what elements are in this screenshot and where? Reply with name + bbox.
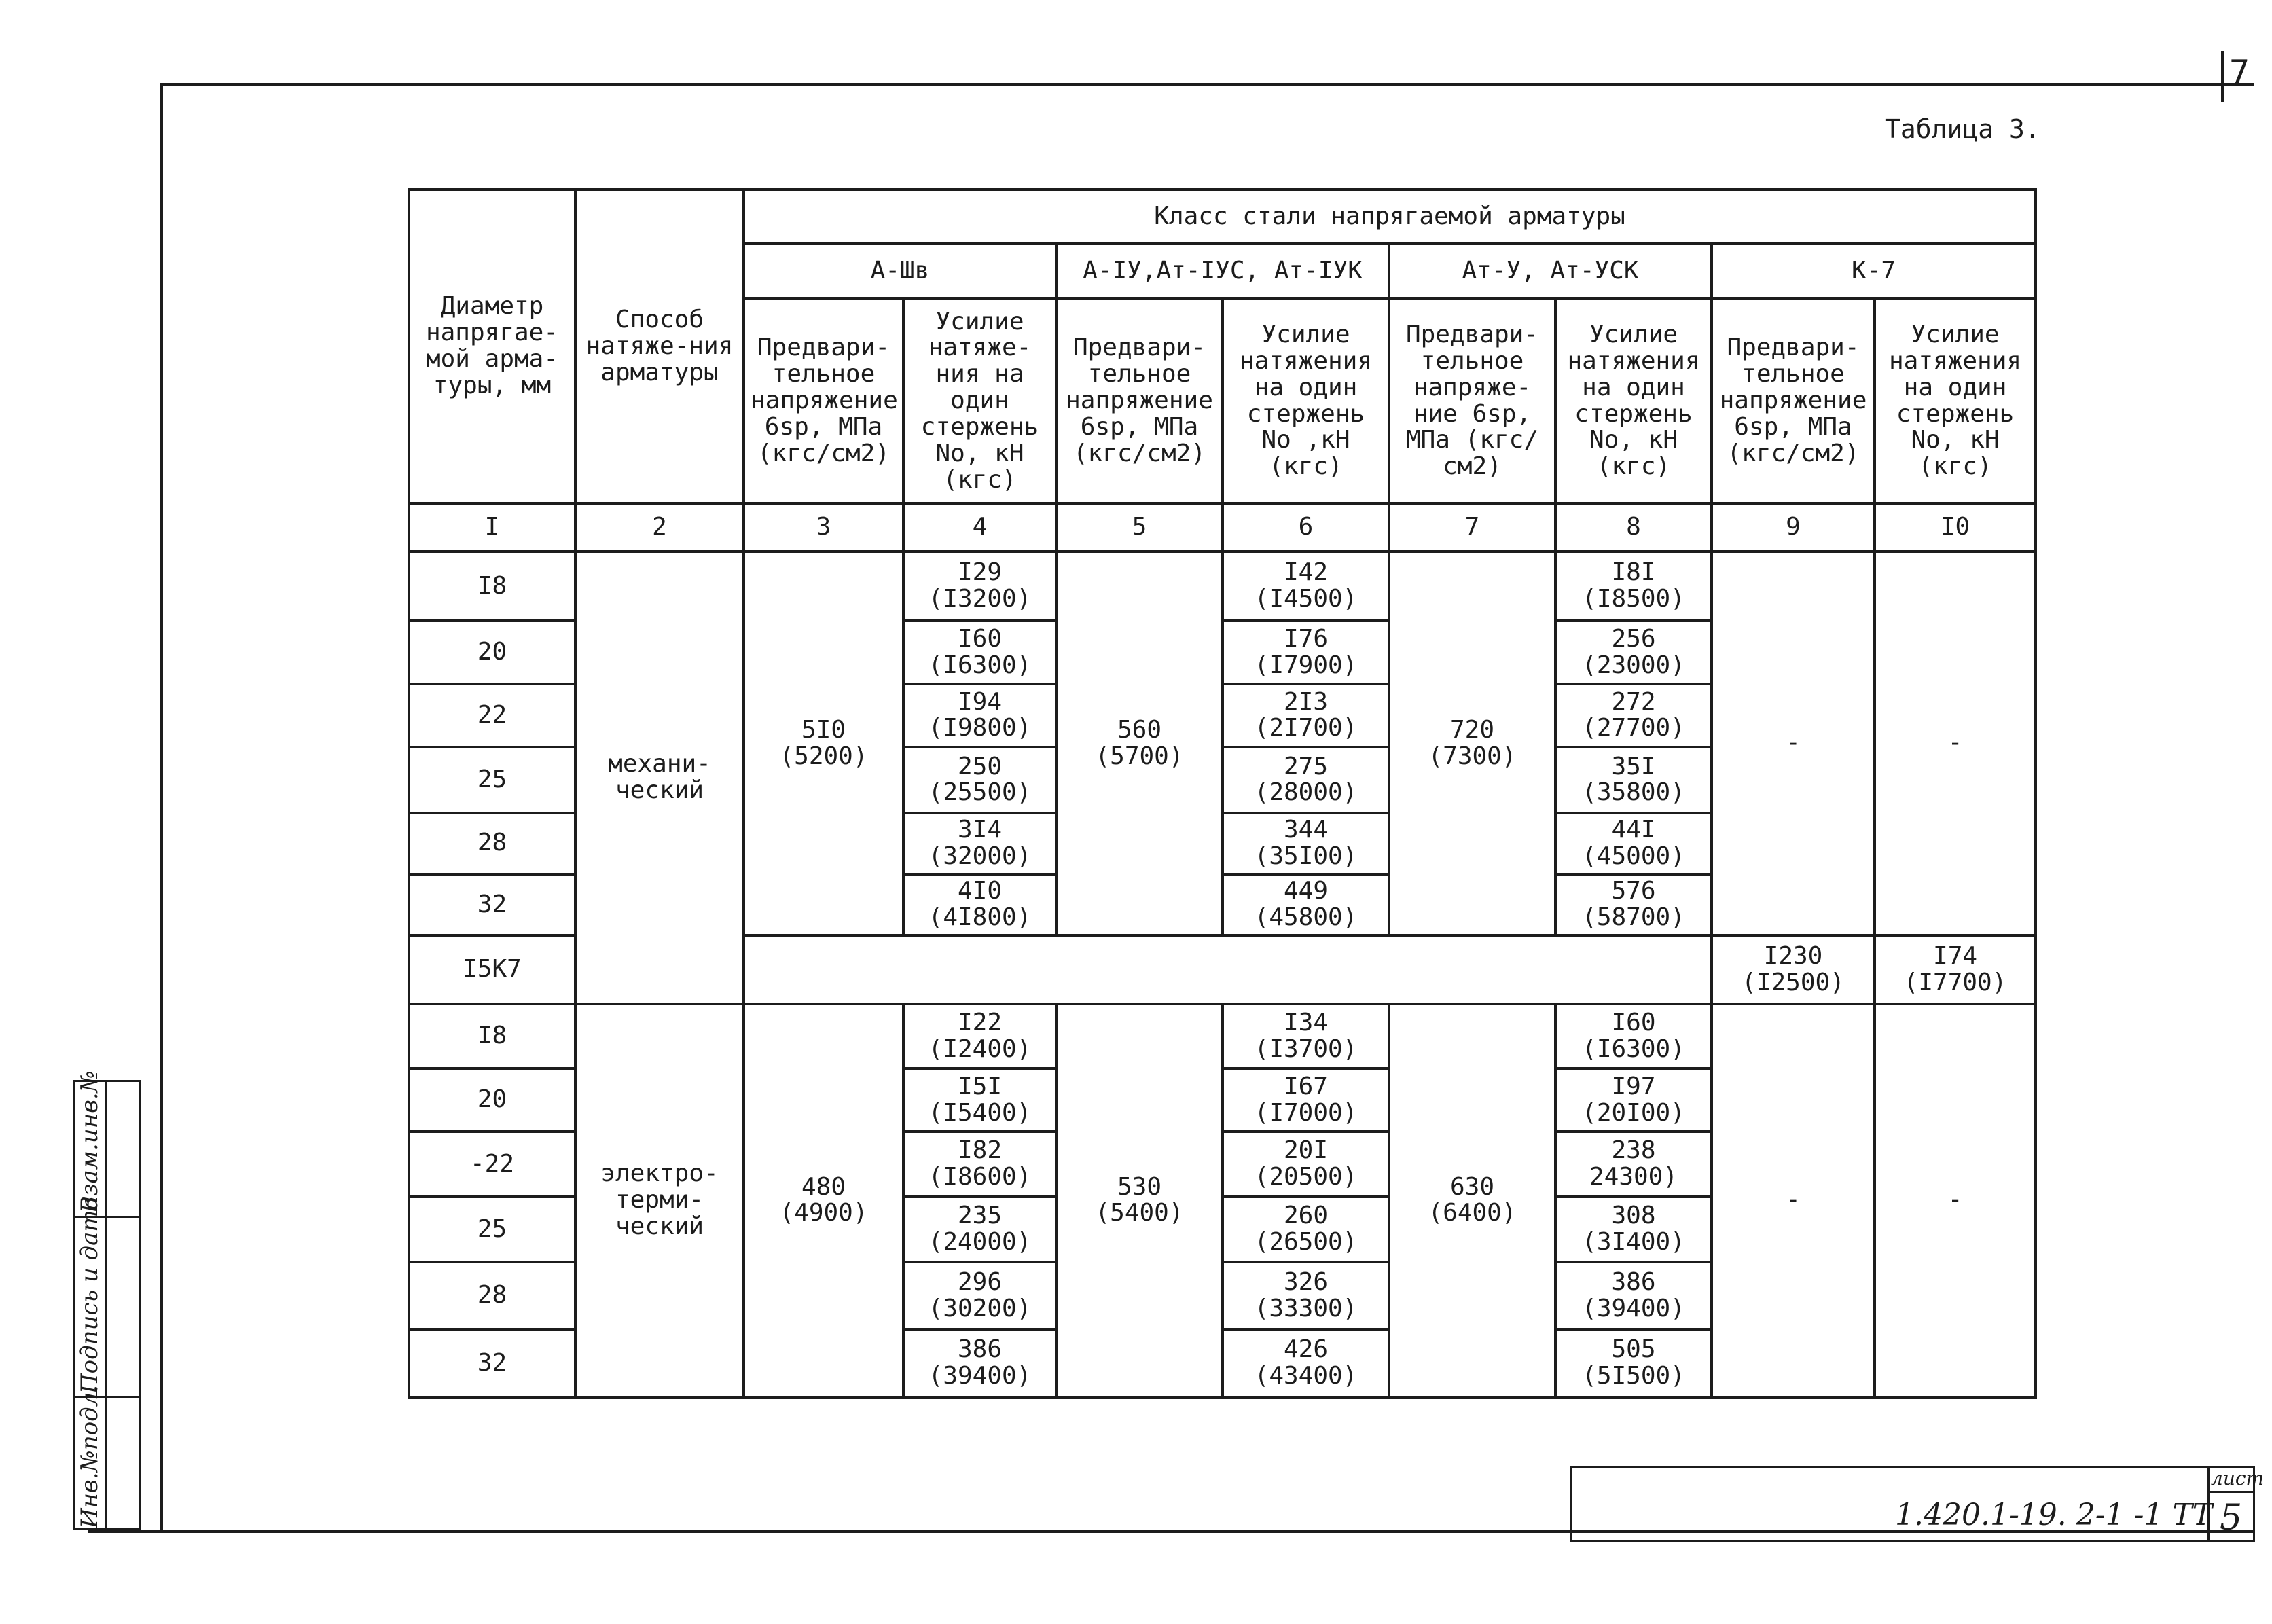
header-class-a3v: А-Шв xyxy=(744,244,1056,298)
force-at5-cell: I8I (I8500) xyxy=(1555,552,1712,621)
force-a3v-cell: 386 (39400) xyxy=(903,1329,1056,1397)
header-class-at5: Ат-У, Ат-УСК xyxy=(1389,244,1712,298)
force-a4-cell: I42 (I4500) xyxy=(1223,552,1389,621)
k7-force-cell: I74 (I7700) xyxy=(1875,935,2036,1004)
stamp-label-inv: Инв.№подл. xyxy=(76,1384,103,1528)
force-a4-cell: 275 (28000) xyxy=(1223,747,1389,813)
force-a4-cell: 426 (43400) xyxy=(1223,1329,1389,1397)
header-method: Способ натяже-ния арматуры xyxy=(575,190,744,503)
frame-top-line xyxy=(162,83,2254,86)
stress-a3v-electrothermal: 480 (4900) xyxy=(744,1004,903,1397)
force-a3v-cell: 235 (24000) xyxy=(903,1197,1056,1261)
force-at5-cell: 35I (35800) xyxy=(1555,747,1712,813)
force-at5-cell: 44I (45000) xyxy=(1555,813,1712,874)
diameter-cell: 25 xyxy=(409,747,575,813)
col-number: 2 xyxy=(575,503,744,551)
subheader-force-at5: Усилие натяжения на один стержень No, кН (кгс) xyxy=(1555,299,1712,504)
document-code: 1.420.1-19. 2-1 -1 ТТ xyxy=(1895,1498,2213,1532)
diameter-cell: 28 xyxy=(409,813,575,874)
diameter-cell: I8 xyxy=(409,1004,575,1068)
force-a4-cell: I67 (I7000) xyxy=(1223,1068,1389,1131)
title-block-sheet-line xyxy=(2207,1491,2255,1493)
col-number: 5 xyxy=(1056,503,1223,551)
diameter-cell: 20 xyxy=(409,621,575,683)
col-number: 9 xyxy=(1712,503,1875,551)
diameter-cell: 32 xyxy=(409,874,575,935)
data-table xyxy=(408,188,2037,1399)
stress-k7-electrothermal: - xyxy=(1712,1004,1875,1397)
force-a4-cell: I34 (I3700) xyxy=(1223,1004,1389,1068)
force-a3v-cell: I60 (I6300) xyxy=(903,621,1056,683)
subheader-stress-k7: Предвари-тельное напряжение 6sp, МПа (кгс/см2) xyxy=(1712,299,1875,504)
force-at5-cell: 386 (39400) xyxy=(1555,1262,1712,1330)
force-at5-cell: 238 24300) xyxy=(1555,1132,1712,1197)
stress-a3v-mechanical: 5I0 (5200) xyxy=(744,552,903,936)
subheader-stress-a3v: Предвари-тельное напряжение 6sp, МПа (кгс/см2) xyxy=(744,299,903,504)
force-at5-cell: 256 (23000) xyxy=(1555,621,1712,683)
force-a3v-cell: 3I4 (32000) xyxy=(903,813,1056,874)
col-number: 8 xyxy=(1555,503,1712,551)
header-class-a4: А-IУ,Ат-IУС, Ат-IУК xyxy=(1056,244,1389,298)
force-a4-cell: 326 (33300) xyxy=(1223,1262,1389,1330)
force-at5-cell: 505 (5I500) xyxy=(1555,1329,1712,1397)
force-a4-cell: 344 (35I00) xyxy=(1223,813,1389,874)
diameter-cell: -22 xyxy=(409,1132,575,1197)
side-stamp-divider xyxy=(105,1080,107,1530)
diameter-cell-k7: I5K7 xyxy=(409,935,575,1004)
diameter-cell: 32 xyxy=(409,1329,575,1397)
col-number: I xyxy=(409,503,575,551)
force-a4-cell: I76 (I7900) xyxy=(1223,621,1389,683)
frame-left-line xyxy=(160,83,163,1532)
stress-k7-mechanical: - xyxy=(1712,552,1875,936)
k7-stress-cell: I230 (I2500) xyxy=(1712,935,1875,1004)
force-a3v-cell: I5I (I5400) xyxy=(903,1068,1056,1131)
subheader-force-k7: Усилие натяжения на один стержень No, кН (кгс) xyxy=(1875,299,2036,504)
force-a3v-cell: 296 (30200) xyxy=(903,1262,1056,1330)
table-caption: Таблица 3. xyxy=(1885,114,2040,144)
force-a4-cell: 2I3 (2I700) xyxy=(1223,684,1389,747)
force-k7-electrothermal: - xyxy=(1875,1004,2036,1397)
diameter-cell: 22 xyxy=(409,684,575,747)
diameter-cell: 20 xyxy=(409,1068,575,1131)
force-a3v-cell: I94 (I9800) xyxy=(903,684,1056,747)
col-number: 6 xyxy=(1223,503,1389,551)
force-a4-cell: 449 (45800) xyxy=(1223,874,1389,935)
force-a3v-cell: I29 (I3200) xyxy=(903,552,1056,621)
stamp-label-signature: Подпись и дата xyxy=(76,1196,103,1394)
force-a3v-cell: I22 (I2400) xyxy=(903,1004,1056,1068)
force-at5-cell: 576 (58700) xyxy=(1555,874,1712,935)
subheader-force-a4: Усилие натяжения на один стержень No ,кН (кгс) xyxy=(1223,299,1389,504)
method-electrothermal: электро-терми-ческий xyxy=(575,1004,744,1397)
col-number: I0 xyxy=(1875,503,2036,551)
diameter-cell: I8 xyxy=(409,552,575,621)
k7-row-empty xyxy=(744,935,1712,1004)
stress-a4-electrothermal: 530 (5400) xyxy=(1056,1004,1223,1397)
col-number: 4 xyxy=(903,503,1056,551)
force-at5-cell: 272 (27700) xyxy=(1555,684,1712,747)
page-number: 7 xyxy=(2229,53,2250,92)
stress-a4-mechanical: 560 (5700) xyxy=(1056,552,1223,936)
header-steel-class: Класс стали напрягаемой арматуры xyxy=(744,190,2036,244)
diameter-cell: 25 xyxy=(409,1197,575,1261)
stress-at5-electrothermal: 630 (6400) xyxy=(1389,1004,1555,1397)
force-at5-cell: 308 (3I400) xyxy=(1555,1197,1712,1261)
sheet-number: 5 xyxy=(2220,1498,2243,1538)
force-a3v-cell: I82 (I8600) xyxy=(903,1132,1056,1197)
force-k7-mechanical: - xyxy=(1875,552,2036,936)
sheet-label: лист xyxy=(2211,1467,2265,1490)
page-number-tick xyxy=(2221,51,2224,102)
col-number: 3 xyxy=(744,503,903,551)
diameter-cell: 28 xyxy=(409,1262,575,1330)
stress-at5-mechanical: 720 (7300) xyxy=(1389,552,1555,936)
header-diameter: Диаметр напрягае-мой арма-туры, мм xyxy=(409,190,575,503)
method-mechanical: механи-ческий xyxy=(575,552,744,1004)
force-at5-cell: I60 (I6300) xyxy=(1555,1004,1712,1068)
col-number: 7 xyxy=(1389,503,1555,551)
force-at5-cell: I97 (20I00) xyxy=(1555,1068,1712,1131)
stamp-label-replacement: Взам.инв.№ xyxy=(76,1070,103,1213)
force-a4-cell: 20I (20500) xyxy=(1223,1132,1389,1197)
subheader-stress-a4: Предвари-тельное напряжение 6sp, МПа (кгс/см2) xyxy=(1056,299,1223,504)
subheader-force-a3v: Усилие натяже-ния на один стержень No, кН (кгс) xyxy=(903,299,1056,504)
force-a3v-cell: 250 (25500) xyxy=(903,747,1056,813)
header-class-k7: К-7 xyxy=(1712,244,2036,298)
subheader-stress-at5: Предвари-тельное напряже-ние 6sp, МПа (кгс/см2) xyxy=(1389,299,1555,504)
force-a3v-cell: 4I0 (4I800) xyxy=(903,874,1056,935)
force-a4-cell: 260 (26500) xyxy=(1223,1197,1389,1261)
